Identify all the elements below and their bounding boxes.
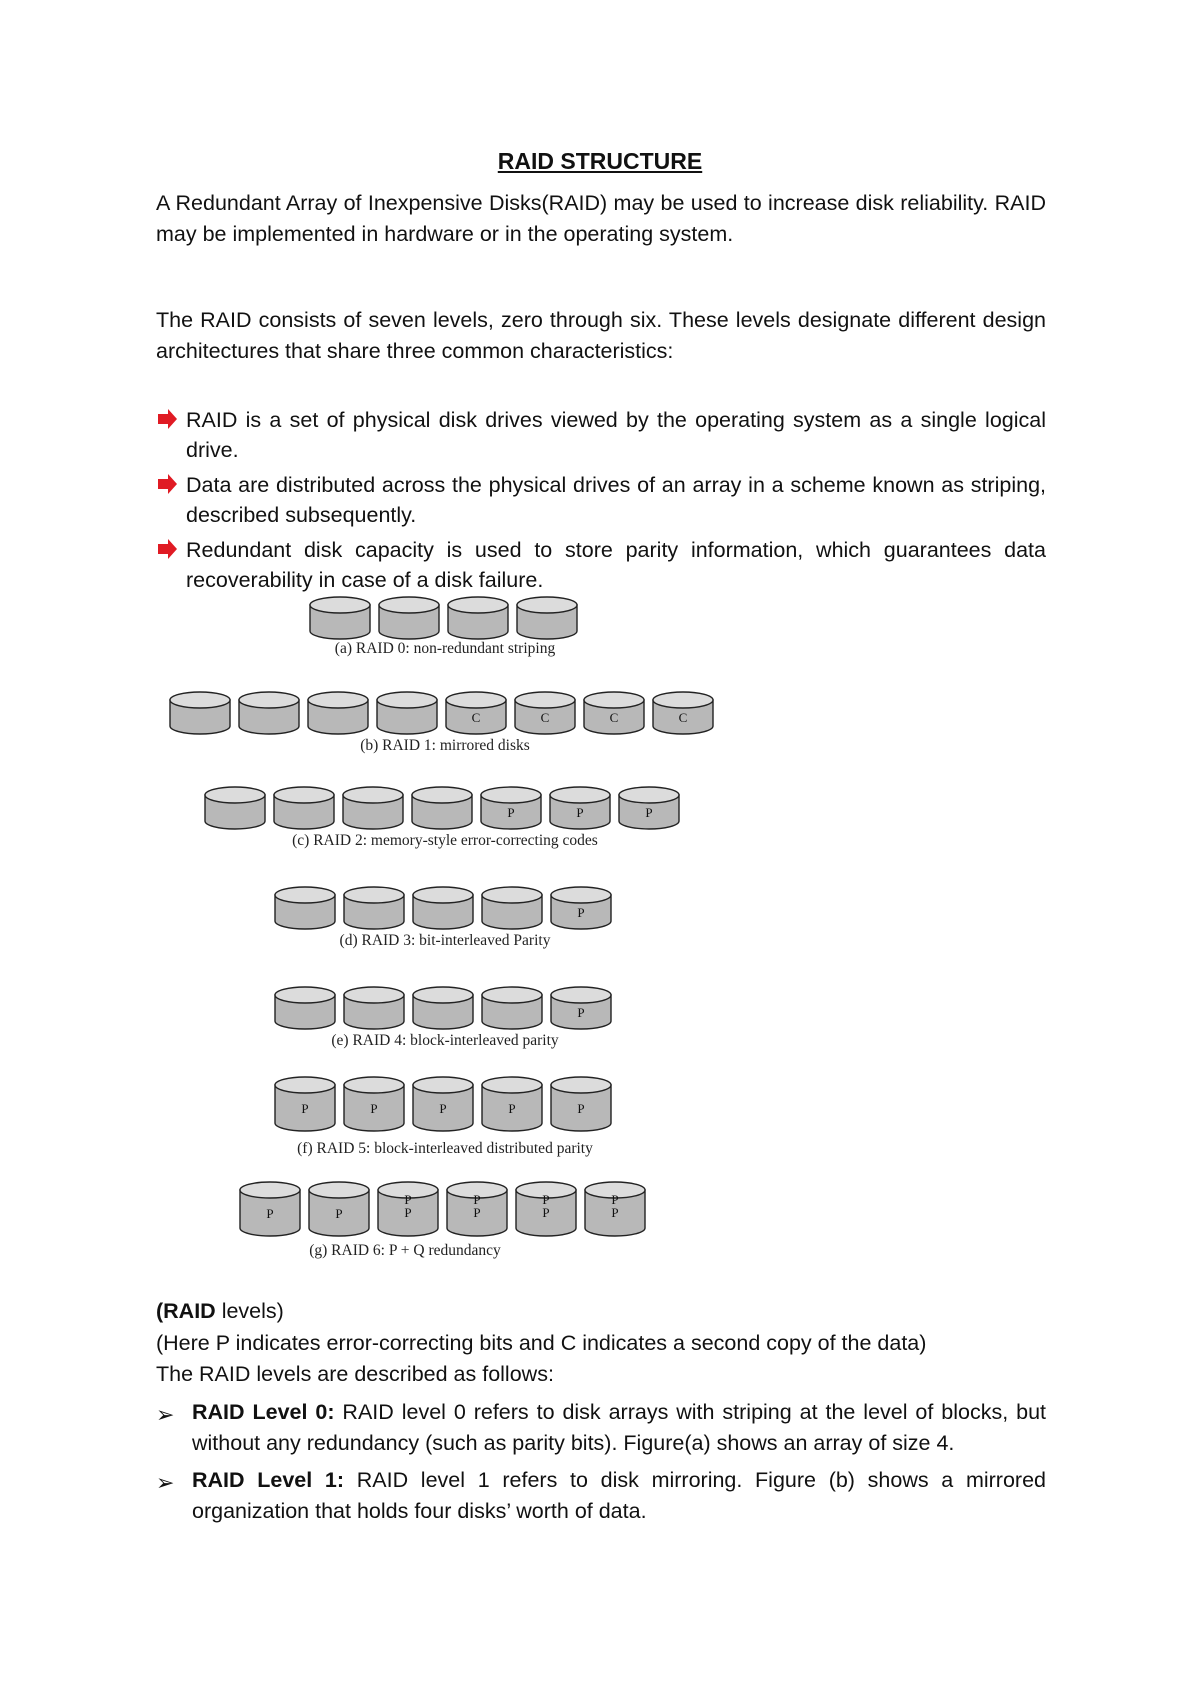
disk-cylinder bbox=[413, 1077, 473, 1131]
disk-label: C bbox=[609, 710, 619, 725]
disk-cylinder bbox=[517, 597, 577, 639]
disk-label: P bbox=[577, 905, 585, 920]
red-arrow-bullet-icon bbox=[156, 409, 178, 429]
figure-label-rest: levels) bbox=[215, 1299, 284, 1323]
disk-cylinder bbox=[482, 987, 542, 1029]
disk-cylinder bbox=[343, 787, 403, 829]
disk-cylinder bbox=[550, 787, 610, 829]
disk-cylinder bbox=[551, 887, 611, 929]
intro-paragraph-1: A Redundant Array of Inexpensive Disks(RAID) may be used to increase disk reliability. RAID may be implemented in hardware or in the operating system. bbox=[156, 191, 1046, 246]
characteristic-item bbox=[156, 535, 1046, 595]
characteristic-item bbox=[156, 405, 1046, 465]
figure-caption: (e) RAID 4: block-interleaved parity bbox=[331, 1032, 559, 1049]
disk-cylinder bbox=[310, 597, 370, 639]
disk-cylinder bbox=[448, 597, 508, 639]
disk-cylinder bbox=[344, 887, 404, 929]
arrowhead-bullet-icon: ➢ bbox=[156, 1402, 175, 1427]
disk-label: P bbox=[266, 1206, 274, 1221]
levels-intro: The RAID levels are described as follows: bbox=[156, 1362, 554, 1386]
disk-cylinder bbox=[205, 787, 265, 829]
raid-level-name: RAID Level 1: bbox=[192, 1468, 345, 1492]
disk-label: P bbox=[370, 1101, 378, 1116]
characteristic-text: RAID is a set of physical disk drives viewed by the operating system as a single logical drive. bbox=[186, 408, 1046, 462]
disk-label: P bbox=[577, 1101, 585, 1116]
disk-cylinder bbox=[413, 987, 473, 1029]
disk-cylinder bbox=[482, 887, 542, 929]
disk-label: P bbox=[301, 1101, 309, 1116]
figure-caption: (f) RAID 5: block-interleaved distributed parity bbox=[297, 1140, 593, 1157]
disk-cylinder bbox=[619, 787, 679, 829]
disk-label: P bbox=[473, 1205, 481, 1220]
disk-cylinder bbox=[379, 597, 439, 639]
disk-label: P bbox=[576, 805, 584, 820]
disk-label: P bbox=[473, 1192, 481, 1207]
disk-label: P bbox=[439, 1101, 447, 1116]
disk-label: P bbox=[404, 1192, 412, 1207]
disk-label: P bbox=[404, 1205, 412, 1220]
raid-level-name: RAID Level 0: bbox=[192, 1400, 335, 1424]
red-arrow-bullet-icon bbox=[156, 539, 178, 559]
disk-label: P bbox=[577, 1005, 585, 1020]
disk-cylinder bbox=[447, 1182, 507, 1236]
disk-cylinder bbox=[413, 887, 473, 929]
disk-cylinder bbox=[378, 1182, 438, 1236]
raid-level-description: RAID level 1 refers to disk mirroring. Figure (b) shows a mirrored organization that holds four disks’ worth of data. bbox=[192, 1468, 1046, 1523]
figure-label bbox=[156, 1296, 1056, 1327]
disk-cylinder bbox=[275, 987, 335, 1029]
disk-cylinder bbox=[412, 787, 472, 829]
disk-cylinder bbox=[308, 692, 368, 734]
figure-caption: (b) RAID 1: mirrored disks bbox=[360, 737, 530, 754]
raid-level-item bbox=[156, 1465, 1046, 1527]
figure-caption: (c) RAID 2: memory-style error-correcting codes bbox=[292, 832, 598, 849]
figure-caption: (a) RAID 0: non-redundant striping bbox=[334, 640, 556, 657]
disk-cylinder bbox=[170, 692, 230, 734]
disk-cylinder bbox=[653, 692, 713, 734]
disk-cylinder bbox=[275, 887, 335, 929]
disk-label: C bbox=[678, 710, 688, 725]
disk-label: P bbox=[645, 805, 653, 820]
intro-paragraph-2: The RAID consists of seven levels, zero through six. These levels designate different design architectures that share three common characteristics: bbox=[156, 308, 1046, 363]
disk-cylinder bbox=[377, 692, 437, 734]
disk-cylinder bbox=[551, 987, 611, 1029]
disk-cylinder bbox=[584, 692, 644, 734]
disk-cylinder bbox=[240, 1182, 300, 1236]
disk-label: P bbox=[335, 1206, 343, 1221]
figure-caption: (g) RAID 6: P + Q redundancy bbox=[309, 1242, 501, 1259]
disk-label: P bbox=[508, 1101, 516, 1116]
red-arrow-bullet-icon bbox=[156, 474, 178, 494]
raid-levels-figure bbox=[0, 590, 1200, 1270]
characteristic-item bbox=[156, 470, 1046, 530]
disk-cylinder bbox=[309, 1182, 369, 1236]
figure-caption: (d) RAID 3: bit-interleaved Parity bbox=[339, 932, 551, 949]
disk-cylinder bbox=[275, 1077, 335, 1131]
disk-cylinder bbox=[239, 692, 299, 734]
raid-level-description: RAID level 0 refers to disk arrays with striping at the level of blocks, but without any redundancy (such as parity bits). Figure(a) shows an array of size 4. bbox=[192, 1400, 1046, 1455]
characteristic-text: Data are distributed across the physical drives of an array in a scheme known as striping, described subsequently. bbox=[186, 473, 1046, 527]
disk-label: P bbox=[611, 1205, 619, 1220]
figure-note: (Here P indicates error-correcting bits and C indicates a second copy of the data) bbox=[156, 1331, 927, 1355]
disk-cylinder bbox=[481, 787, 541, 829]
disk-cylinder bbox=[344, 987, 404, 1029]
disk-cylinder bbox=[344, 1077, 404, 1131]
characteristic-text: Redundant disk capacity is used to store parity information, which guarantees data recoverability in case of a disk failure. bbox=[186, 538, 1046, 592]
disk-cylinder bbox=[274, 787, 334, 829]
disk-label: C bbox=[471, 710, 481, 725]
disk-cylinder bbox=[515, 692, 575, 734]
disk-label: P bbox=[542, 1205, 550, 1220]
arrowhead-bullet-icon: ➢ bbox=[156, 1470, 175, 1495]
page-title: RAID STRUCTURE bbox=[497, 148, 703, 174]
raid-level-item bbox=[156, 1397, 1046, 1459]
disk-cylinder bbox=[516, 1182, 576, 1236]
figure-label-bold: (RAID bbox=[156, 1299, 216, 1323]
disk-label: P bbox=[542, 1192, 550, 1207]
disk-cylinder bbox=[551, 1077, 611, 1131]
disk-label: C bbox=[540, 710, 550, 725]
disk-cylinder bbox=[446, 692, 506, 734]
disk-label: P bbox=[507, 805, 515, 820]
disk-label: P bbox=[611, 1192, 619, 1207]
disk-cylinder bbox=[482, 1077, 542, 1131]
disk-cylinder bbox=[585, 1182, 645, 1236]
